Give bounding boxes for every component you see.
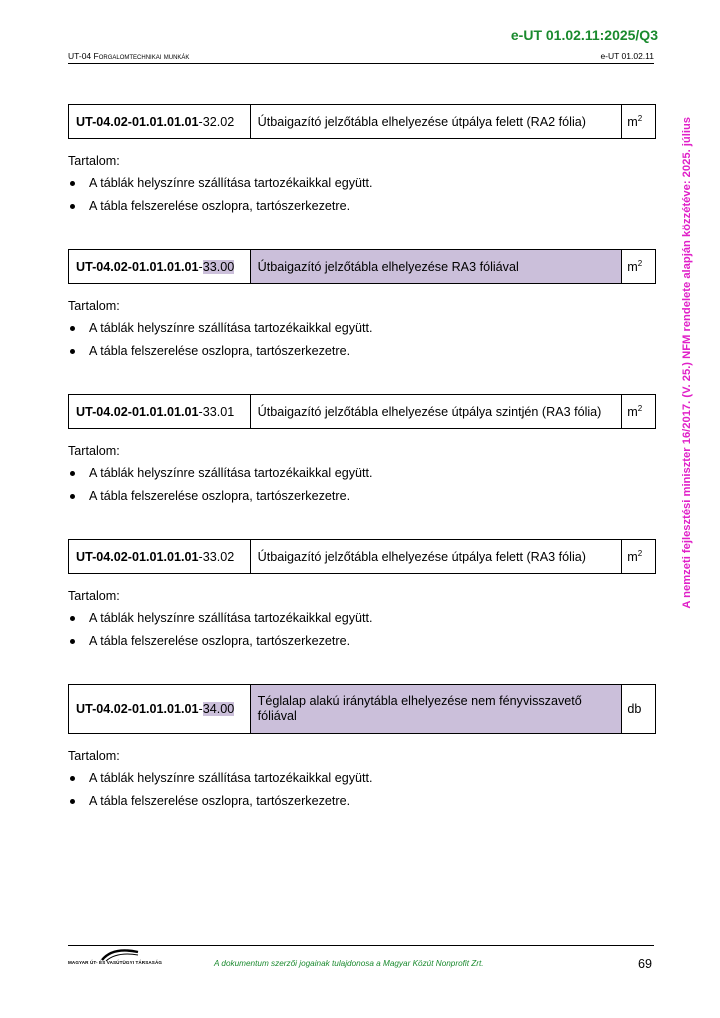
item-entry <box>68 539 656 656</box>
item-code-main: UT-04.02-01.01.01.01 <box>76 404 199 419</box>
list-item: A táblák helyszínre szállítása tartozékaikkal együtt. <box>68 465 656 488</box>
unit-base: m <box>627 405 638 420</box>
unit-sup: 2 <box>637 113 643 123</box>
item-code-suffix: -33.02 <box>198 549 235 564</box>
item-entry <box>68 684 656 816</box>
item-code-suffix: -32.02 <box>198 114 235 129</box>
item-code <box>69 395 251 429</box>
item-unit <box>622 395 656 429</box>
item-unit <box>622 540 656 574</box>
side-publication-note <box>676 97 698 629</box>
footer-copyright: A dokumentum szerzői jogainak tulajdonosa a Magyar Közút Nonprofit Zrt. <box>214 959 484 968</box>
content-list <box>68 320 656 366</box>
item-code-number-highlighted: 33.00 <box>202 259 235 274</box>
item-description: Útbaigazító jelzőtábla elhelyezése útpálya felett (RA3 fólia) <box>250 540 622 574</box>
society-logo <box>68 948 168 972</box>
item-code-dash: - <box>198 702 203 716</box>
item-code <box>69 540 251 574</box>
content-label: Tartalom: <box>68 589 120 603</box>
item-table <box>68 104 656 139</box>
item-unit: db <box>622 685 656 734</box>
item-code-suffix: -33.01 <box>198 404 235 419</box>
item-code-main: UT-04.02-01.01.01.01 <box>76 702 199 716</box>
list-item: A táblák helyszínre szállítása tartozékaikkal együtt. <box>68 320 656 343</box>
item-code-main: UT-04.02-01.01.01.01 <box>76 259 199 274</box>
side-publication-note-text: A nemzeti fejlesztési miniszter 16/2017. (V. 25.) NFM rendelete alapján közzétéve: 2025. július <box>681 117 693 609</box>
item-unit <box>622 105 656 139</box>
item-description: Útbaigazító jelzőtábla elhelyezése útpálya felett (RA2 fólia) <box>250 105 622 139</box>
item-code-main: UT-04.02-01.01.01.01 <box>76 114 199 129</box>
item-code-dash: - <box>198 259 203 274</box>
content-list <box>68 610 656 656</box>
item-table <box>68 684 656 734</box>
unit-sup: 2 <box>637 258 643 268</box>
item-code-main: UT-04.02-01.01.01.01 <box>76 549 199 564</box>
content-label: Tartalom: <box>68 299 120 313</box>
list-item: A tábla felszerelése oszlopra, tartószerkezetre. <box>68 198 656 221</box>
document-code: e-UT 01.02.11:2025/Q3 <box>510 27 658 43</box>
unit-sup: 2 <box>637 548 643 558</box>
header-section-title <box>68 51 189 61</box>
unit-sup: 2 <box>637 403 643 413</box>
unit-base: m <box>627 550 638 565</box>
header-doc-ref: e-UT 01.02.11 <box>600 51 654 61</box>
item-description: Útbaigazító jelzőtábla elhelyezése RA3 fóliával <box>250 250 622 284</box>
content-list <box>68 465 656 511</box>
unit-base: m <box>627 115 638 130</box>
item-entry <box>68 249 656 366</box>
list-item: A táblák helyszínre szállítása tartozékaikkal együtt. <box>68 770 656 793</box>
page-number: 69 <box>637 957 652 971</box>
content-label: Tartalom: <box>68 749 120 763</box>
content-list <box>68 175 656 221</box>
item-table <box>68 394 656 429</box>
content-label: Tartalom: <box>68 444 120 458</box>
item-description: Téglalap alakú iránytábla elhelyezése nem fényvisszavető fóliával <box>250 685 622 734</box>
item-code <box>69 250 251 284</box>
content-label: Tartalom: <box>68 154 120 168</box>
list-item: A tábla felszerelése oszlopra, tartószerkezetre. <box>68 633 656 656</box>
list-item: A tábla felszerelése oszlopra, tartószerkezetre. <box>68 793 656 816</box>
item-entry <box>68 394 656 511</box>
header-section-prefix: UT-04 F <box>68 51 99 61</box>
unit-base: m <box>627 260 638 275</box>
item-entry <box>68 104 656 221</box>
item-description: Útbaigazító jelzőtábla elhelyezése útpálya szintjén (RA3 fólia) <box>250 395 622 429</box>
logo-text: MAGYAR ÚT- ÉS VASÚTÜGYI TÁRSASÁG <box>68 960 163 965</box>
list-item: A tábla felszerelése oszlopra, tartószerkezetre. <box>68 343 656 366</box>
header-divider <box>68 63 654 64</box>
content-list <box>68 770 656 816</box>
list-item: A táblák helyszínre szállítása tartozékaikkal együtt. <box>68 175 656 198</box>
item-table <box>68 539 656 574</box>
list-item: A tábla felszerelése oszlopra, tartószerkezetre. <box>68 488 656 511</box>
header-section-smallcaps: orgalomtechnikai munkák <box>98 51 190 61</box>
item-code-number-highlighted: 34.00 <box>202 702 235 716</box>
footer-divider <box>68 945 654 946</box>
item-code <box>69 685 251 734</box>
item-unit <box>622 250 656 284</box>
item-table <box>68 249 656 284</box>
item-code <box>69 105 251 139</box>
list-item: A táblák helyszínre szállítása tartozékaikkal együtt. <box>68 610 656 633</box>
